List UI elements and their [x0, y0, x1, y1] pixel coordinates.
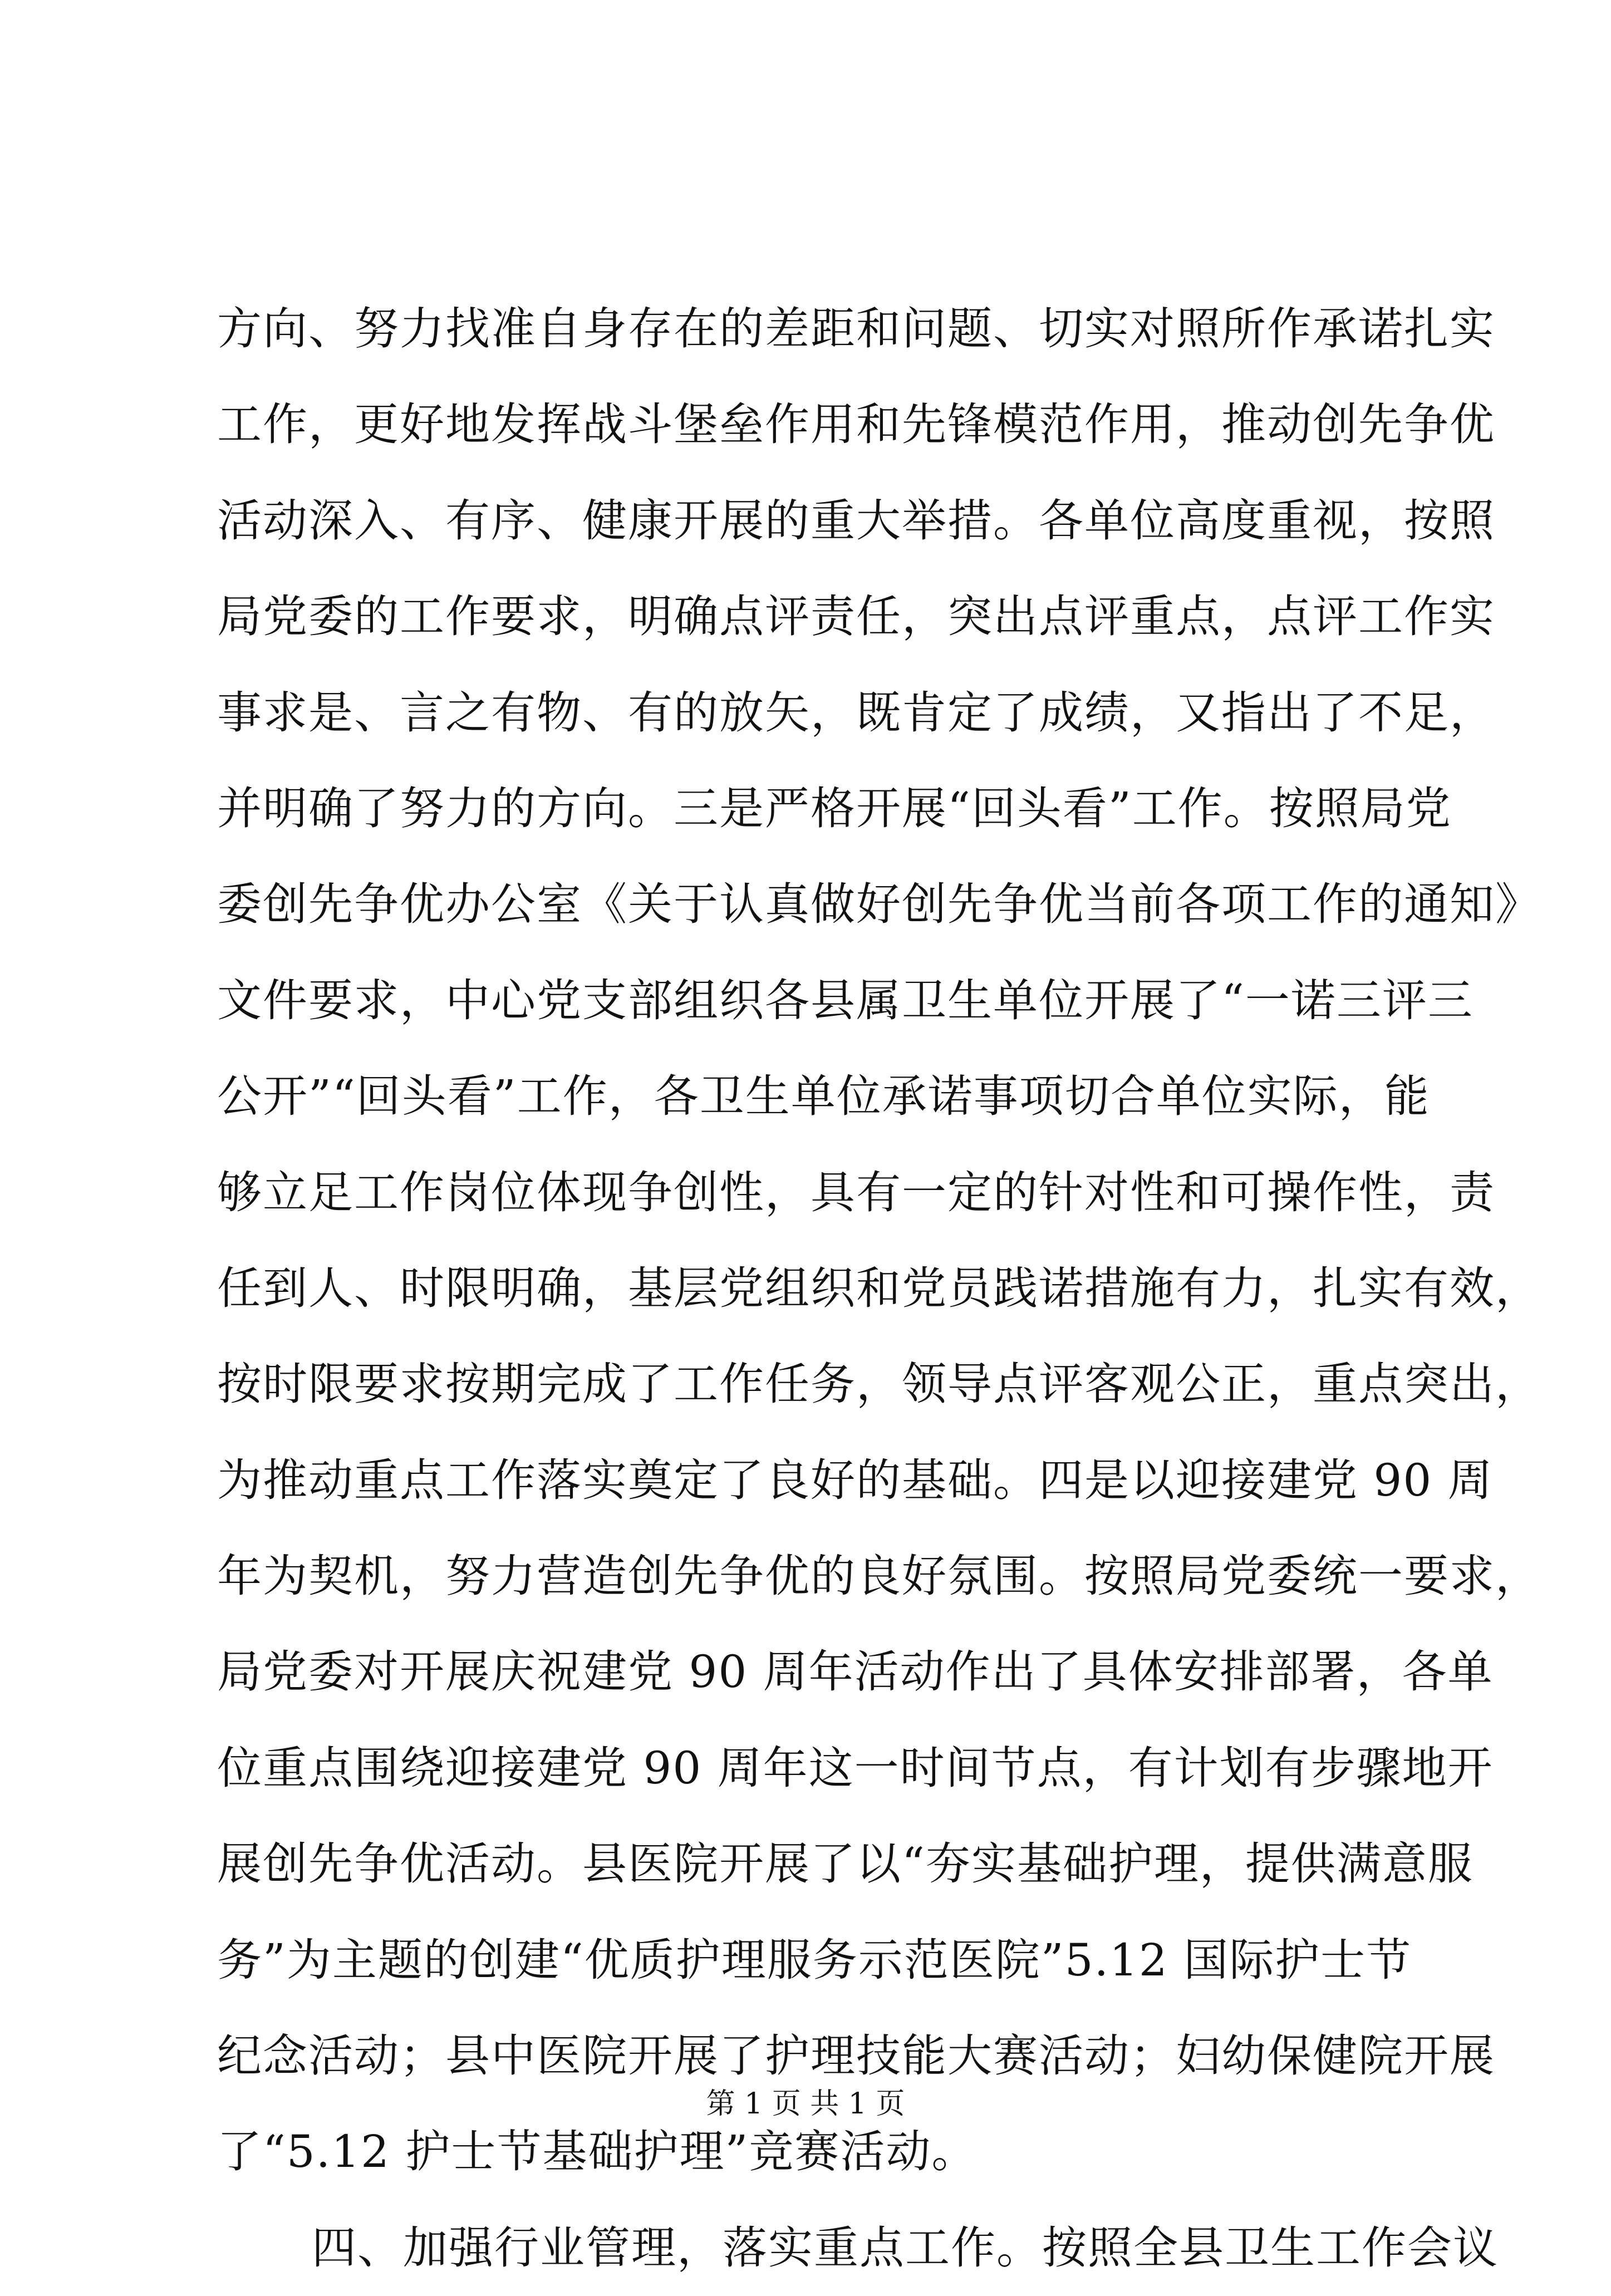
text-line: 工作，更好地发挥战斗堡垒作用和先锋模范作用，推动创先争优 — [217, 399, 1495, 451]
text-line: 局党委对开展庆祝建党 90 周年活动作出了具体安排部署，各单 — [217, 1646, 1494, 1698]
text-line: 纪念活动；县中医院开展了护理技能大赛活动；妇幼保健院开展 — [217, 2030, 1495, 2082]
text-line: 年为契机，努力营造创先争优的良好氛围。按照局党委统一要求， — [217, 1550, 1541, 1602]
text-line: 按时限要求按期完成了工作任务，领导点评客观公正，重点突出， — [217, 1358, 1541, 1410]
text-line: 务”为主题的创建“优质护理服务示范医院”5.12 国际护士节 — [217, 1934, 1412, 1986]
text-line: 并明确了努力的方向。三是严格开展“回头看”工作。按照局党 — [217, 782, 1452, 834]
text-line: 文件要求，中心党支部组织各县属卫生单位开展了“一诺三评三 — [217, 974, 1474, 1026]
text-line: 活动深入、有序、健康开展的重大举措。各单位高度重视，按照 — [217, 494, 1495, 547]
text-line: 位重点围绕迎接建党 90 周年这一时间节点，有计划有步骤地开 — [217, 1742, 1494, 1794]
document-body — [217, 281, 1541, 2296]
page-footer: 第 1 页 共 1 页 — [706, 2087, 905, 2121]
text-line: 公开”“回头看”工作，各卫生单位承诺事项切合单位实际，能 — [217, 1070, 1430, 1123]
text-line: 局党委的工作要求，明确点评责任，突出点评重点，点评工作实 — [217, 591, 1495, 643]
text-line: 方向、努力找准自身存在的差距和问题、切实对照所作承诺扎实 — [217, 303, 1495, 355]
text-line: 事求是、言之有物、有的放矢，既肯定了成绩，又指出了不足， — [217, 686, 1495, 739]
text-line-paragraph-end: 了“5.12 护士节基础护理”竞赛活动。 — [217, 2126, 978, 2178]
text-line: 为推动重点工作落实奠定了良好的基础。四是以迎接建党 90 周 — [217, 1454, 1494, 1506]
text-line: 任到人、时限明确，基层党组织和党员践诺措施有力，扎实有效， — [217, 1262, 1541, 1314]
text-line: 展创先争优活动。县医院开展了以“夯实基础护理，提供满意服 — [217, 1838, 1474, 1890]
text-line: 够立足工作岗位体现争创性，具有一定的针对性和可操作性，责 — [217, 1166, 1495, 1218]
text-line-paragraph-start: 四、加强行业管理，落实重点工作。按照全县卫生工作会议 — [312, 2221, 1499, 2274]
text-line: 委创先争优办公室《关于认真做好创先争优当前各项工作的通知》 — [217, 878, 1541, 931]
